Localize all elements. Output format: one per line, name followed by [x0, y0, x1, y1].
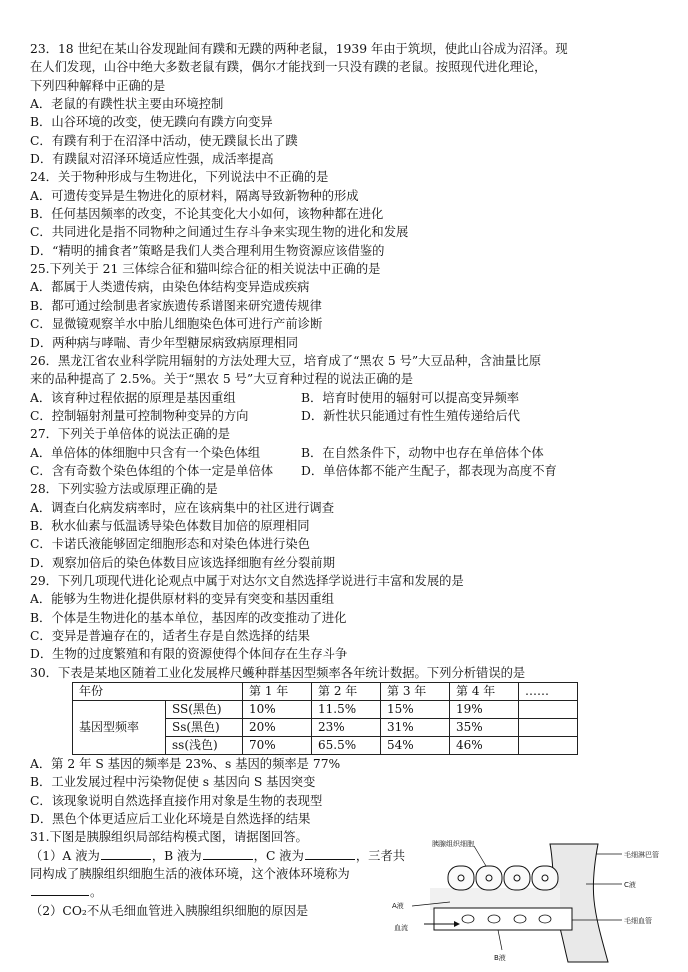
label-pancreatic-cell: 胰腺组织细胞 [432, 840, 474, 848]
pancreatic-cells [448, 866, 558, 890]
table-cell: 65.5% [312, 737, 381, 755]
table-header-year-4: 第 4 年 [450, 683, 519, 701]
q27-stem: 27．下列关于单倍体的说法正确的是 [30, 427, 231, 442]
label-blood-flow: 血流 [394, 924, 408, 932]
q28-stem: 28．下列实验方法或原理正确的是 [30, 482, 218, 497]
q26-option-d: D．新性状只能通过有性生殖传递给后代 [301, 408, 520, 423]
q31-part-1-end: 。 [90, 885, 103, 900]
q23-option-c: C．有蹼有利于在沼泽中活动，使无蹼鼠长出了蹼 [30, 133, 298, 148]
table-cell-empty [519, 701, 578, 719]
q31-part-2: （2）CO₂不从毛细血管进入胰腺组织细胞的原因是 [30, 903, 309, 918]
cell-nucleus [486, 875, 492, 881]
q25-option-d: D．两种病与哮喘、青少年型糖尿病致病原理相同 [30, 335, 299, 350]
q31-part-1-line-2: 同构成了胰腺组织细胞生活的液体环境，这个液体环境称为 [30, 867, 350, 882]
q23-option-b: B．山谷环境的改变，使无蹼向有蹼方向变异 [30, 115, 273, 130]
q26-option-b: B．培育时使用的辐射可以提高变异频率 [301, 390, 520, 405]
label-blood-capillary: 毛细血管 [624, 917, 652, 925]
q31-stem: 31.下图是胰腺组织局部结构模式图，请据图回答。 [30, 830, 308, 845]
q29-option-a: A．能够为生物进化提供原材料的变异有突变和基因重组 [30, 592, 335, 607]
answer-blank-environment[interactable] [31, 883, 89, 896]
question-23 [30, 40, 660, 168]
q28-option-a: A．调查白化病发病率时，应在该病集中的社区进行调查 [30, 500, 335, 515]
q26-option-a: A．该育种过程依据的原理是基因重组 [30, 390, 236, 405]
table-cell: 54% [381, 737, 450, 755]
q23-option-d: D．有蹼鼠对沼泽环境适应性强，成活率提高 [30, 152, 274, 167]
q27-option-a: A．单倍体的体细胞中只含有一个染色体组 [30, 445, 261, 460]
q26-options-row-1 [30, 389, 660, 407]
table-header-year-1: 第 1 年 [243, 683, 312, 701]
q31-part-1-b: ，B 液为 [151, 848, 202, 863]
question-29 [30, 572, 660, 664]
q28-option-b: B．秋水仙素与低温诱导染色体数目加倍的原理相同 [30, 518, 310, 533]
label-c-fluid: C液 [624, 881, 636, 889]
q25-option-c: C．显微镜观察羊水中胎儿细胞染色体可进行产前诊断 [30, 317, 323, 332]
q27-option-d: D．单倍体都不能产生配子，都表现为高度不育 [301, 463, 557, 478]
q25-option-a: A．都属于人类遗传病，由染色体结构变异造成疾病 [30, 280, 310, 295]
table-header-year-3: 第 3 年 [381, 683, 450, 701]
label-b-fluid: B液 [494, 954, 506, 962]
q30-option-c: C．该现象说明自然选择直接作用对象是生物的表现型 [30, 793, 323, 808]
answer-blank-b[interactable] [203, 847, 253, 860]
table-cell: 23% [312, 719, 381, 737]
table-cell: 35% [450, 719, 519, 737]
table-header-year: 年份 [73, 683, 243, 701]
q29-option-b: B．个体是生物进化的基本单位，基因库的改变推动了进化 [30, 610, 347, 625]
q26-options-row-2 [30, 407, 660, 425]
q24-option-c: C．共同进化是指不同物种之间通过生存斗争来实现生物的进化和发展 [30, 225, 409, 240]
q30-option-a: A．第 2 年 S 基因的频率是 23%、s 基因的频率是 77% [30, 757, 341, 772]
question-25 [30, 260, 660, 352]
table-cell-empty [519, 737, 578, 755]
table-cell: 19% [450, 701, 519, 719]
leader-line [498, 930, 502, 950]
answer-blank-a[interactable] [101, 847, 151, 860]
q25-stem: 25.下列关于 21 三体综合征和猫叫综合征的相关说法中正确的是 [30, 262, 381, 277]
q29-option-d: D．生物的过度繁殖和有限的资源使得个体间存在生存斗争 [30, 647, 348, 662]
pancreas-tissue-diagram [390, 840, 660, 965]
leader-line [474, 846, 486, 866]
question-24 [30, 168, 660, 260]
table-genotype: ss(浅色) [166, 737, 243, 755]
q23-stem-line-1: 23．18 世纪在某山谷发现趾间有蹼和无蹼的两种老鼠，1939 年由于筑坝，使此山谷成为沼泽。现 [30, 42, 568, 56]
answer-blank-c[interactable] [305, 847, 355, 860]
q24-option-a: A．可遗传变异是生物进化的原材料，隔离导致新物种的形成 [30, 188, 359, 203]
q26-option-c: C．控制辐射剂量可控制物种变异的方向 [30, 408, 249, 423]
q23-option-a: A．老鼠的有蹼性状主要由环境控制 [30, 97, 224, 112]
table-cell: 31% [381, 719, 450, 737]
cell-nucleus [542, 875, 548, 881]
q31-part-1-line-1 [30, 847, 435, 865]
table-header-row [73, 683, 578, 701]
q30-stem: 30．下表是某地区随着工业化发展桦尺蠖种群基因型频率各年统计数据。下列分析错误的是 [30, 665, 526, 680]
q24-option-d: D．“精明的捕食者”策略是我们人类合理利用生物资源应该借鉴的 [30, 243, 385, 258]
table-cell: 70% [243, 737, 312, 755]
tissue-fluid-area [430, 888, 560, 910]
question-26 [30, 352, 660, 425]
label-lymph-capillary: 毛细淋巴管 [624, 851, 659, 859]
q25-option-b: B．都可通过绘制患者家族遗传系谱图来研究遗传规律 [30, 298, 322, 313]
table-header-year-2: 第 2 年 [312, 683, 381, 701]
q31-part-1-c: ，C 液为 [253, 848, 304, 863]
table-cell-empty [519, 719, 578, 737]
q27-option-b: B．在自然条件下，动物中也存在单倍体个体 [301, 445, 544, 460]
q29-stem: 29．下列几项现代进化论观点中属于对达尔文自然选择学说进行丰富和发展的是 [30, 573, 464, 588]
q28-option-c: C．卡诺氏液能够固定细胞形态和对染色体进行染色 [30, 537, 310, 552]
q27-options-row-1 [30, 444, 660, 462]
q23-stem-line-3: 下列四种解释中正确的是 [30, 78, 166, 93]
q23-stem-line-2: 在人们发现，山谷中绝大多数老鼠有蹼，偶尔才能找到一只没有蹼的老鼠。按照现代进化理论， [30, 60, 547, 75]
q27-option-c: C．含有奇数个染色体组的个体一定是单倍体 [30, 463, 274, 478]
q28-option-d: D．观察加倍后的染色体数目应该选择细胞有丝分裂前期 [30, 555, 335, 570]
table-genotype: Ss(黑色) [166, 719, 243, 737]
table-header-ellipsis: …… [519, 683, 578, 701]
table-row [73, 701, 578, 719]
question-27 [30, 425, 660, 480]
question-28 [30, 480, 660, 572]
table-cell: 11.5% [312, 701, 381, 719]
table-genotype: SS(黑色) [166, 701, 243, 719]
genotype-frequency-table [72, 682, 578, 755]
q31-part-1-a: （1）A 液为 [30, 848, 100, 863]
q30-option-b: B．工业发展过程中污染物促使 s 基因向 S 基因突变 [30, 775, 316, 790]
table-cell: 20% [243, 719, 312, 737]
q26-stem-line-2: 来的品种提高了 2.5%。关于“黑农 5 号”大豆育种过程的说法正确的是 [30, 372, 414, 387]
q26-stem-line-1: 26．黑龙江省农业科学院用辐射的方法处理大豆，培育成了“黑农 5 号”大豆品种，含油量比原 [30, 353, 542, 368]
table-cell: 15% [381, 701, 450, 719]
table-cell: 10% [243, 701, 312, 719]
table-group-label: 基因型频率 [73, 701, 166, 755]
cell-nucleus [514, 875, 520, 881]
q31-part-1-d: ，三者共 [355, 848, 406, 863]
q31-part-1-line-3 [30, 883, 435, 901]
table-cell: 46% [450, 737, 519, 755]
q30-option-d: D．黑色个体更适应后工业化环境是自然选择的结果 [30, 812, 311, 827]
cell-nucleus [458, 875, 464, 881]
q29-option-c: C．变异是普遍存在的，适者生存是自然选择的结果 [30, 629, 310, 643]
q24-option-b: B．任何基因频率的改变，不论其变化大小如何，该物种都在进化 [30, 207, 384, 222]
exam-page [30, 40, 660, 920]
label-a-fluid: A液 [392, 902, 404, 910]
question-30 [30, 664, 660, 829]
q24-stem: 24．关于物种形成与生物进化，下列说法中不正确的是 [30, 170, 329, 185]
pancreas-tissue-svg [390, 840, 660, 965]
q27-options-row-2 [30, 462, 660, 480]
